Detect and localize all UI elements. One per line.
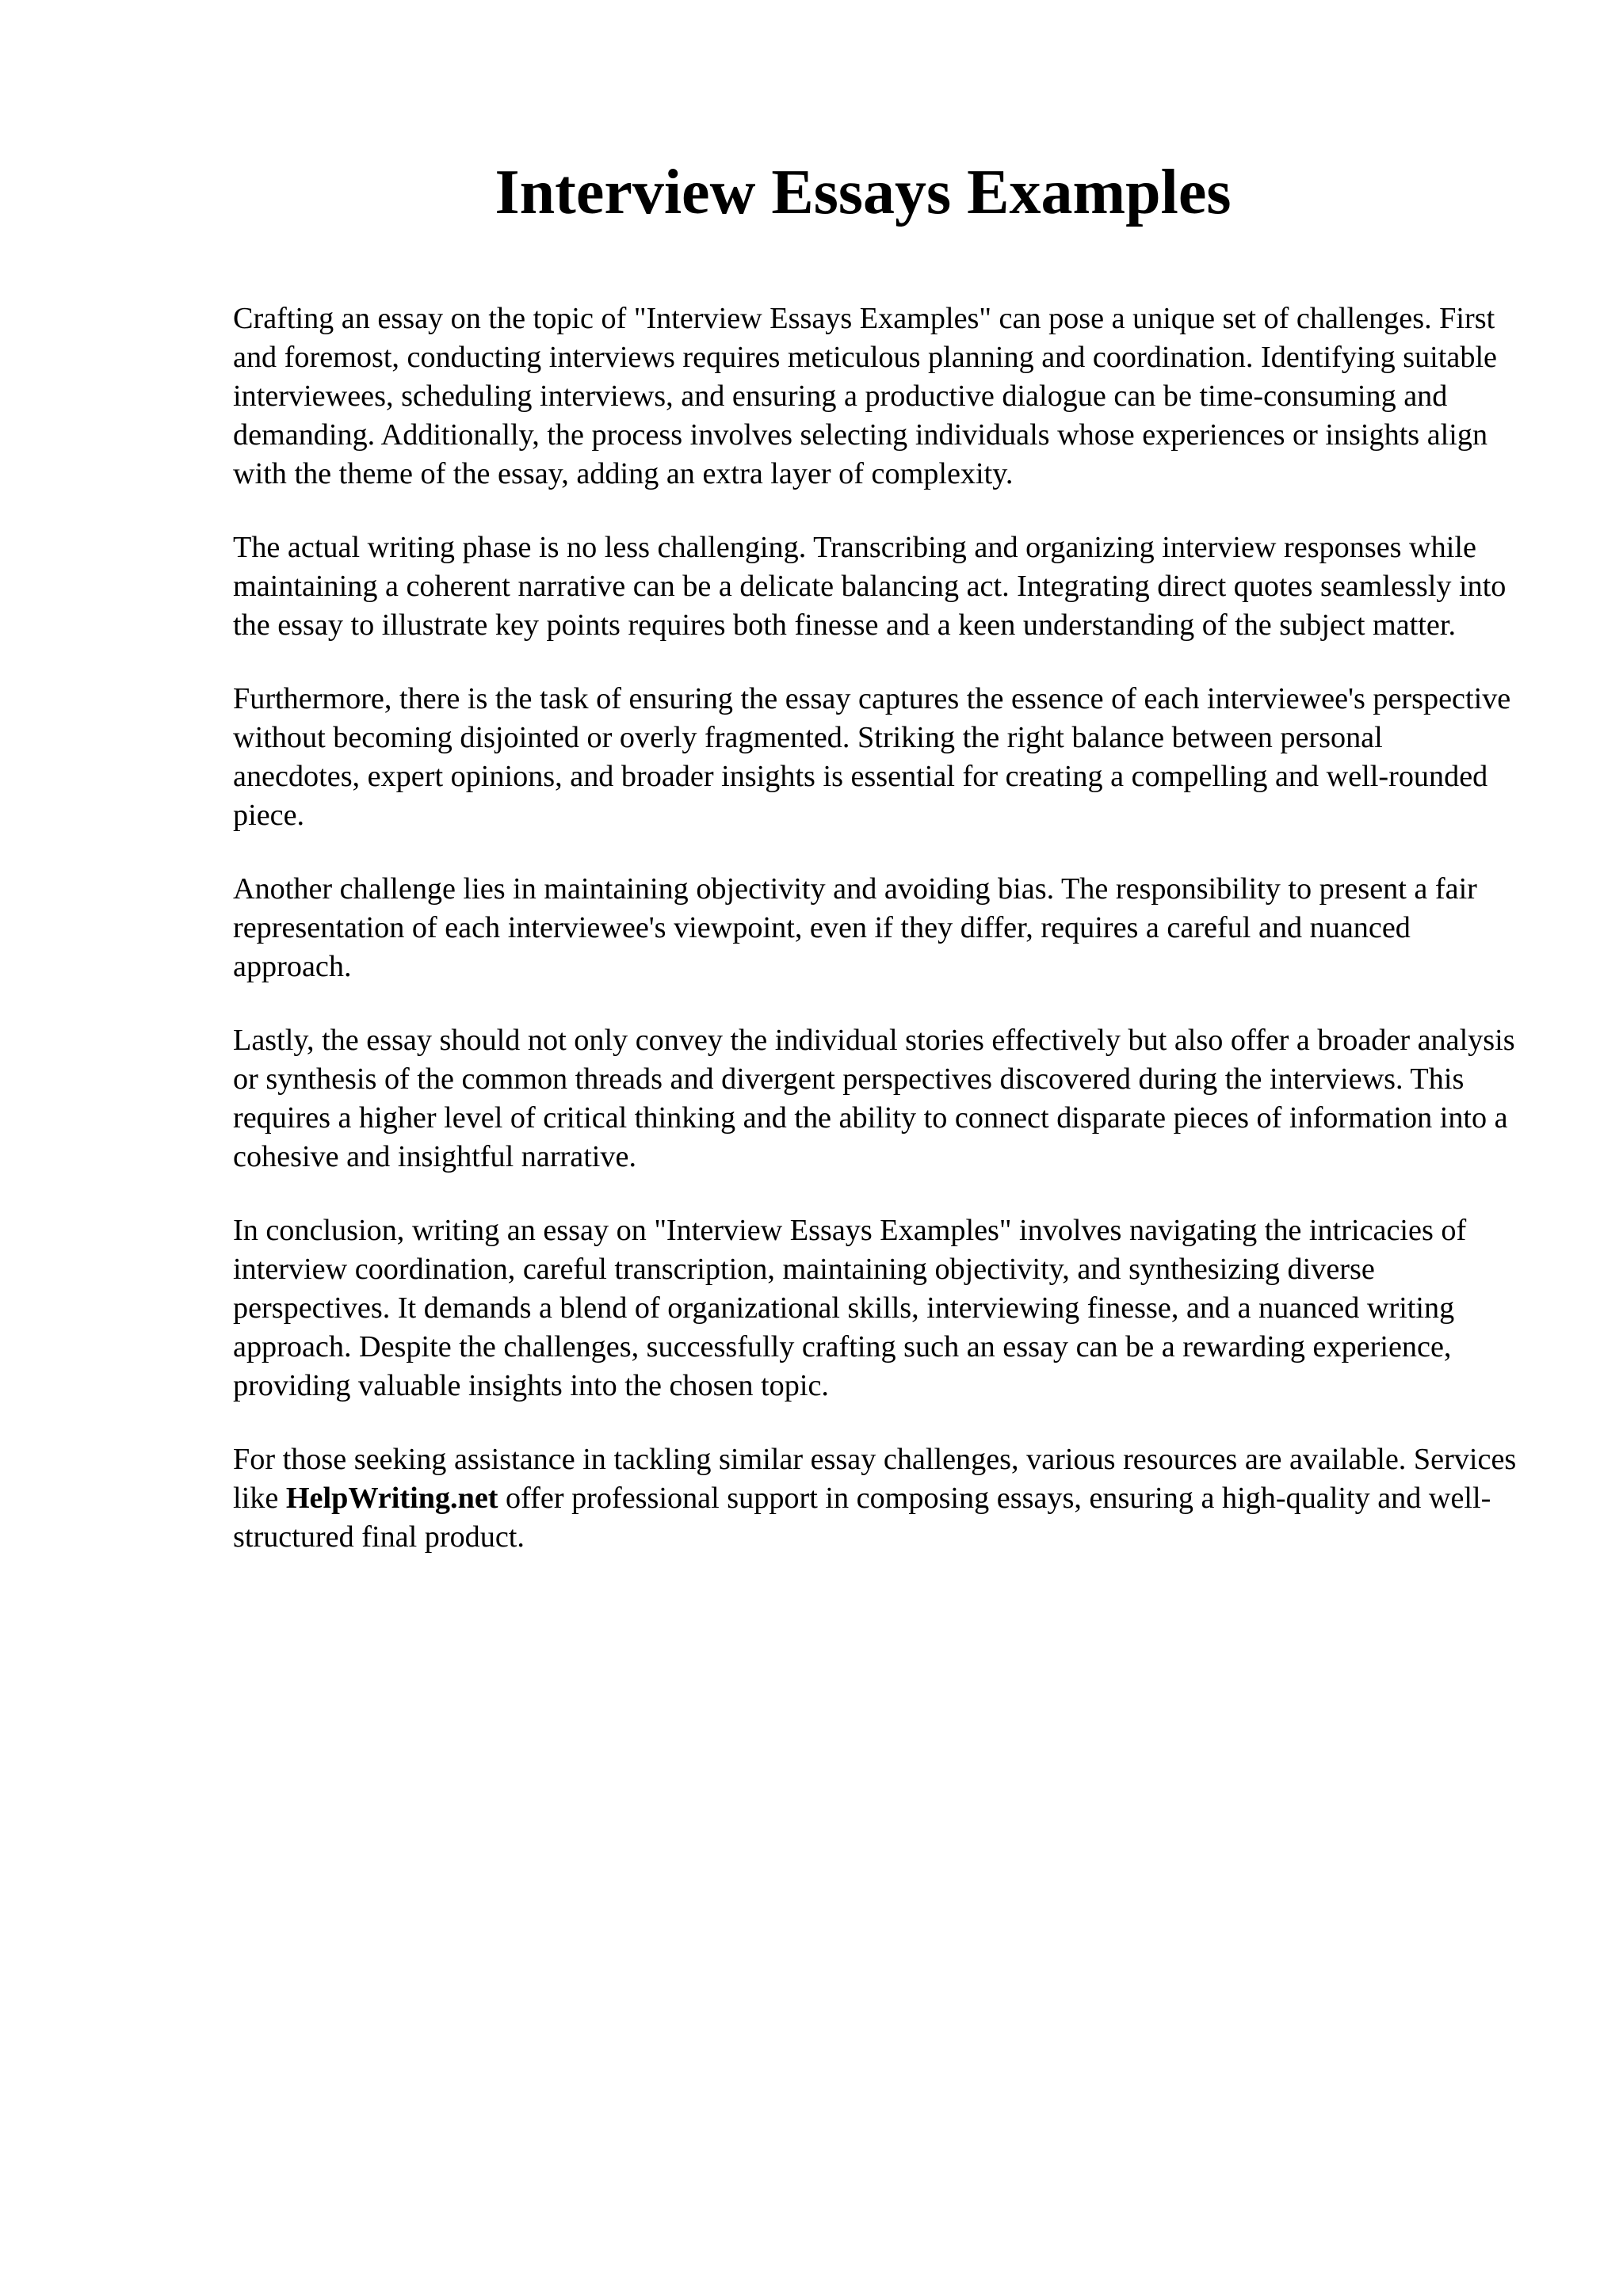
brand-name: HelpWriting.net xyxy=(285,1482,498,1515)
paragraph-3: Furthermore, there is the task of ensuring the essay captures the essence of each interviewee's perspective without becoming disjointed or overly fragmented. Striking the right balance between personal anecdotes, expert opinions, and broader insights is essential for creating a compelling and well-rounded piece. xyxy=(233,682,1511,832)
document-body xyxy=(233,299,1517,1592)
closing-paragraph xyxy=(233,1440,1517,1557)
paragraph-1: Crafting an essay on the topic of "Interview Essays Examples" can pose a unique set of challenges. First and foremost, conducting interviews requires meticulous planning and coordination. Identifying suitable interviewees, scheduling interviews, and ensuring a productive dialogue can be time-consuming and demanding. Additionally, the process involves selecting individuals whose experiences or insights align with the theme of the essay, adding an extra layer of complexity. xyxy=(233,302,1497,490)
paragraph-5: Lastly, the essay should not only convey the individual stories effectively but also offer a broader analysis or synthesis of the common threads and divergent perspectives discovered during the interviews. This requires a higher level of critical thinking and the ability to connect disparate pieces of information into a cohesive and insightful narrative. xyxy=(233,1024,1515,1173)
closing-text-after: offer professional support in composing essays, ensuring a high-quality and well-structured final product. xyxy=(233,1482,1491,1554)
closing-text-before: For those seeking assistance in tackling similar essay challenges, various resources are available. Services like xyxy=(233,1443,1517,1515)
paragraph-2: The actual writing phase is no less challenging. Transcribing and organizing interview responses while maintaining a coherent narrative can be a delicate balancing act. Integrating direct quotes seamlessly into the essay to illustrate key points requires both finesse and a keen understanding of the subject matter. xyxy=(233,531,1507,642)
document-title: Interview Essays Examples xyxy=(495,158,1232,227)
paragraph-4: Another challenge lies in maintaining objectivity and avoiding bias. The responsibility to present a fair representation of each interviewee's viewpoint, even if they differ, requires a careful and nuanced approach. xyxy=(233,872,1477,983)
paragraph-6: In conclusion, writing an essay on "Interview Essays Examples" involves navigating the intricacies of interview coordination, careful transcription, maintaining objectivity, and synthesizing diverse perspectives. It demands a blend of organizational skills, interviewing finesse, and a nuanced writing approach. Despite the challenges, successfully crafting such an essay can be a rewarding experience, providing valuable insights into the chosen topic. xyxy=(233,1214,1467,1402)
